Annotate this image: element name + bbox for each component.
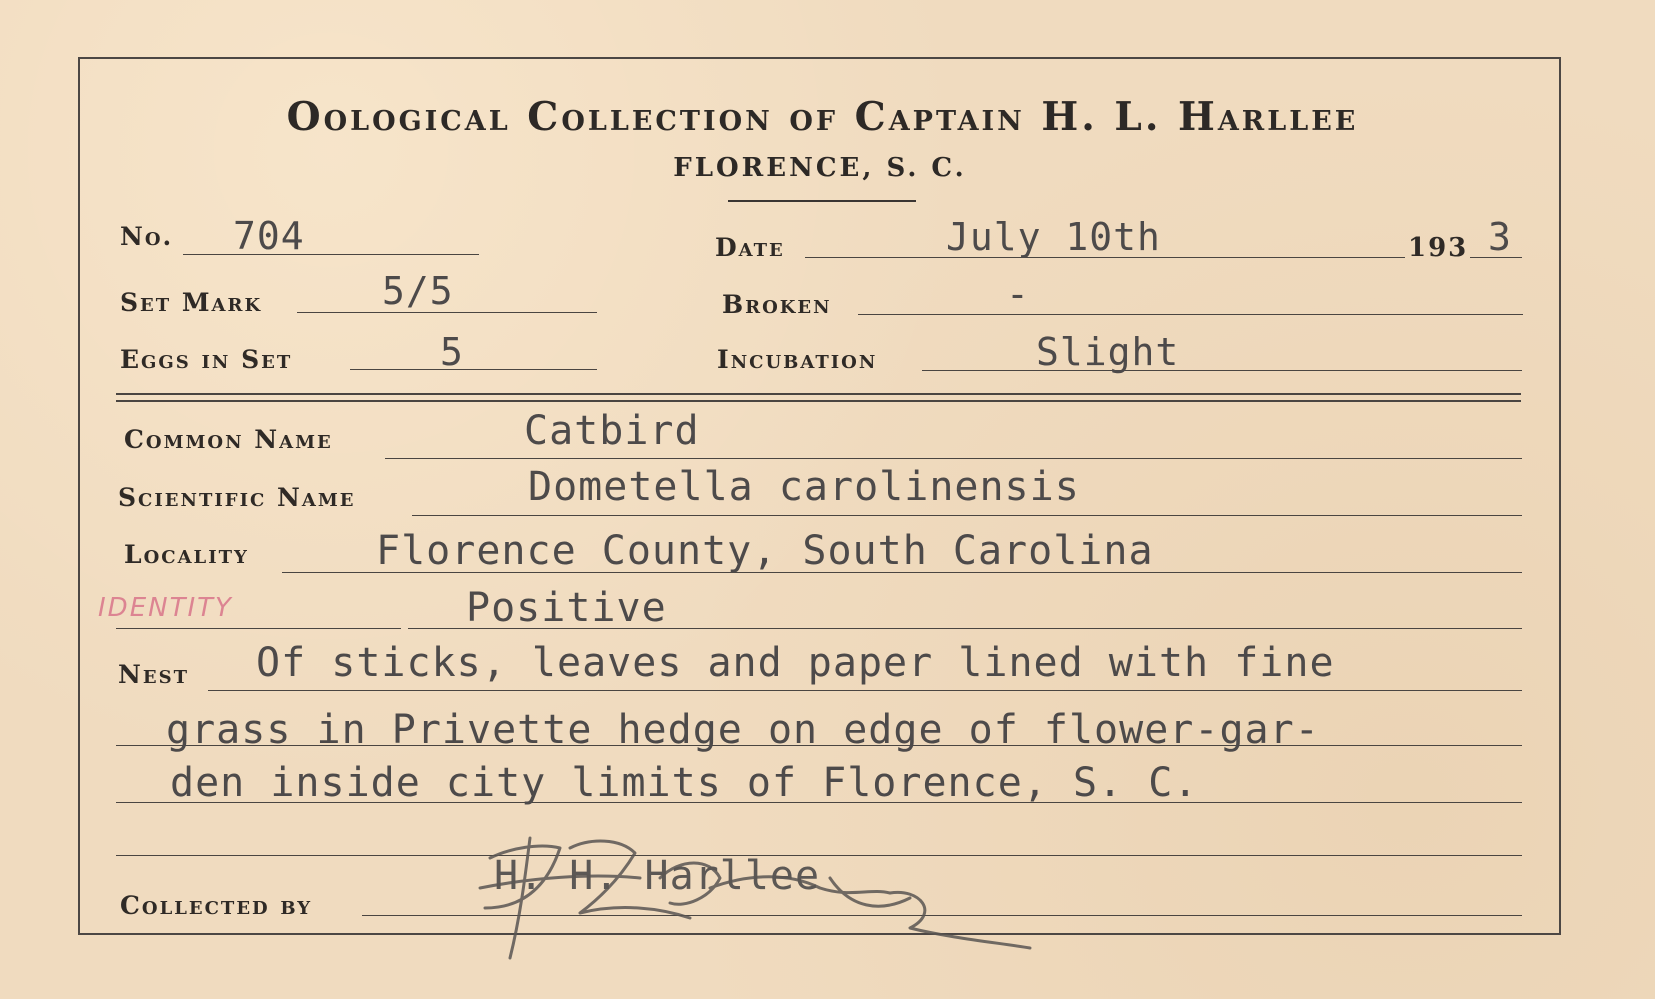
set-mark-value: 5/5: [382, 269, 454, 313]
set-mark-label: Set Mark: [120, 288, 263, 317]
nest-text-line-3: den inside city limits of Florence, S. C.: [170, 760, 1199, 806]
incubation-line: [922, 370, 1522, 371]
collected-by-value: H. H. Harllee: [494, 853, 821, 899]
broken-line: [858, 314, 1523, 315]
no-label: No.: [120, 222, 174, 251]
year-digit: 3: [1488, 215, 1512, 259]
eggs-in-set-value: 5: [440, 330, 464, 374]
date-value: July 10th: [946, 215, 1161, 259]
common-name-line: [385, 458, 1522, 459]
card-title: Oological Collection of Captain H. L. Harllee: [286, 94, 1359, 140]
nest-text-line-2: grass in Privette hedge on edge of flower-gar-: [166, 707, 1320, 753]
section-divider: [116, 393, 1521, 402]
collected-by-label: Collected by: [120, 891, 313, 920]
common-name-label: Common Name: [124, 425, 333, 454]
nest-line-1: [208, 690, 1522, 691]
eggs-in-set-label: Eggs in Set: [120, 345, 293, 374]
incubation-label: Incubation: [717, 345, 878, 374]
no-line: [183, 254, 479, 255]
date-label: Date: [715, 233, 785, 262]
scientific-name-label: Scientific Name: [118, 483, 356, 512]
locality-value: Florence County, South Carolina: [376, 528, 1154, 574]
broken-value: -: [1006, 272, 1030, 316]
scientific-name-value: Dometella carolinensis: [528, 464, 1080, 510]
identity-value: Positive: [466, 585, 667, 631]
scientific-name-line: [412, 515, 1522, 516]
nest-label: Nest: [118, 660, 189, 689]
no-value: 704: [233, 214, 305, 258]
incubation-value: Slight: [1036, 330, 1180, 374]
identity-stamp: IDENTITY: [98, 593, 233, 623]
title-divider: [728, 200, 916, 202]
nest-text-line-1: Of sticks, leaves and paper lined with fine: [256, 640, 1335, 686]
eggs-in-set-line: [350, 369, 597, 370]
common-name-value: Catbird: [524, 408, 700, 454]
identity-line-left: [116, 628, 401, 629]
handwritten-signature: [470, 818, 1070, 968]
broken-label: Broken: [722, 290, 832, 319]
card-location: FLORENCE, S. C.: [673, 153, 967, 183]
locality-label: Locality: [124, 540, 249, 569]
year-prefix: 193: [1408, 233, 1469, 263]
